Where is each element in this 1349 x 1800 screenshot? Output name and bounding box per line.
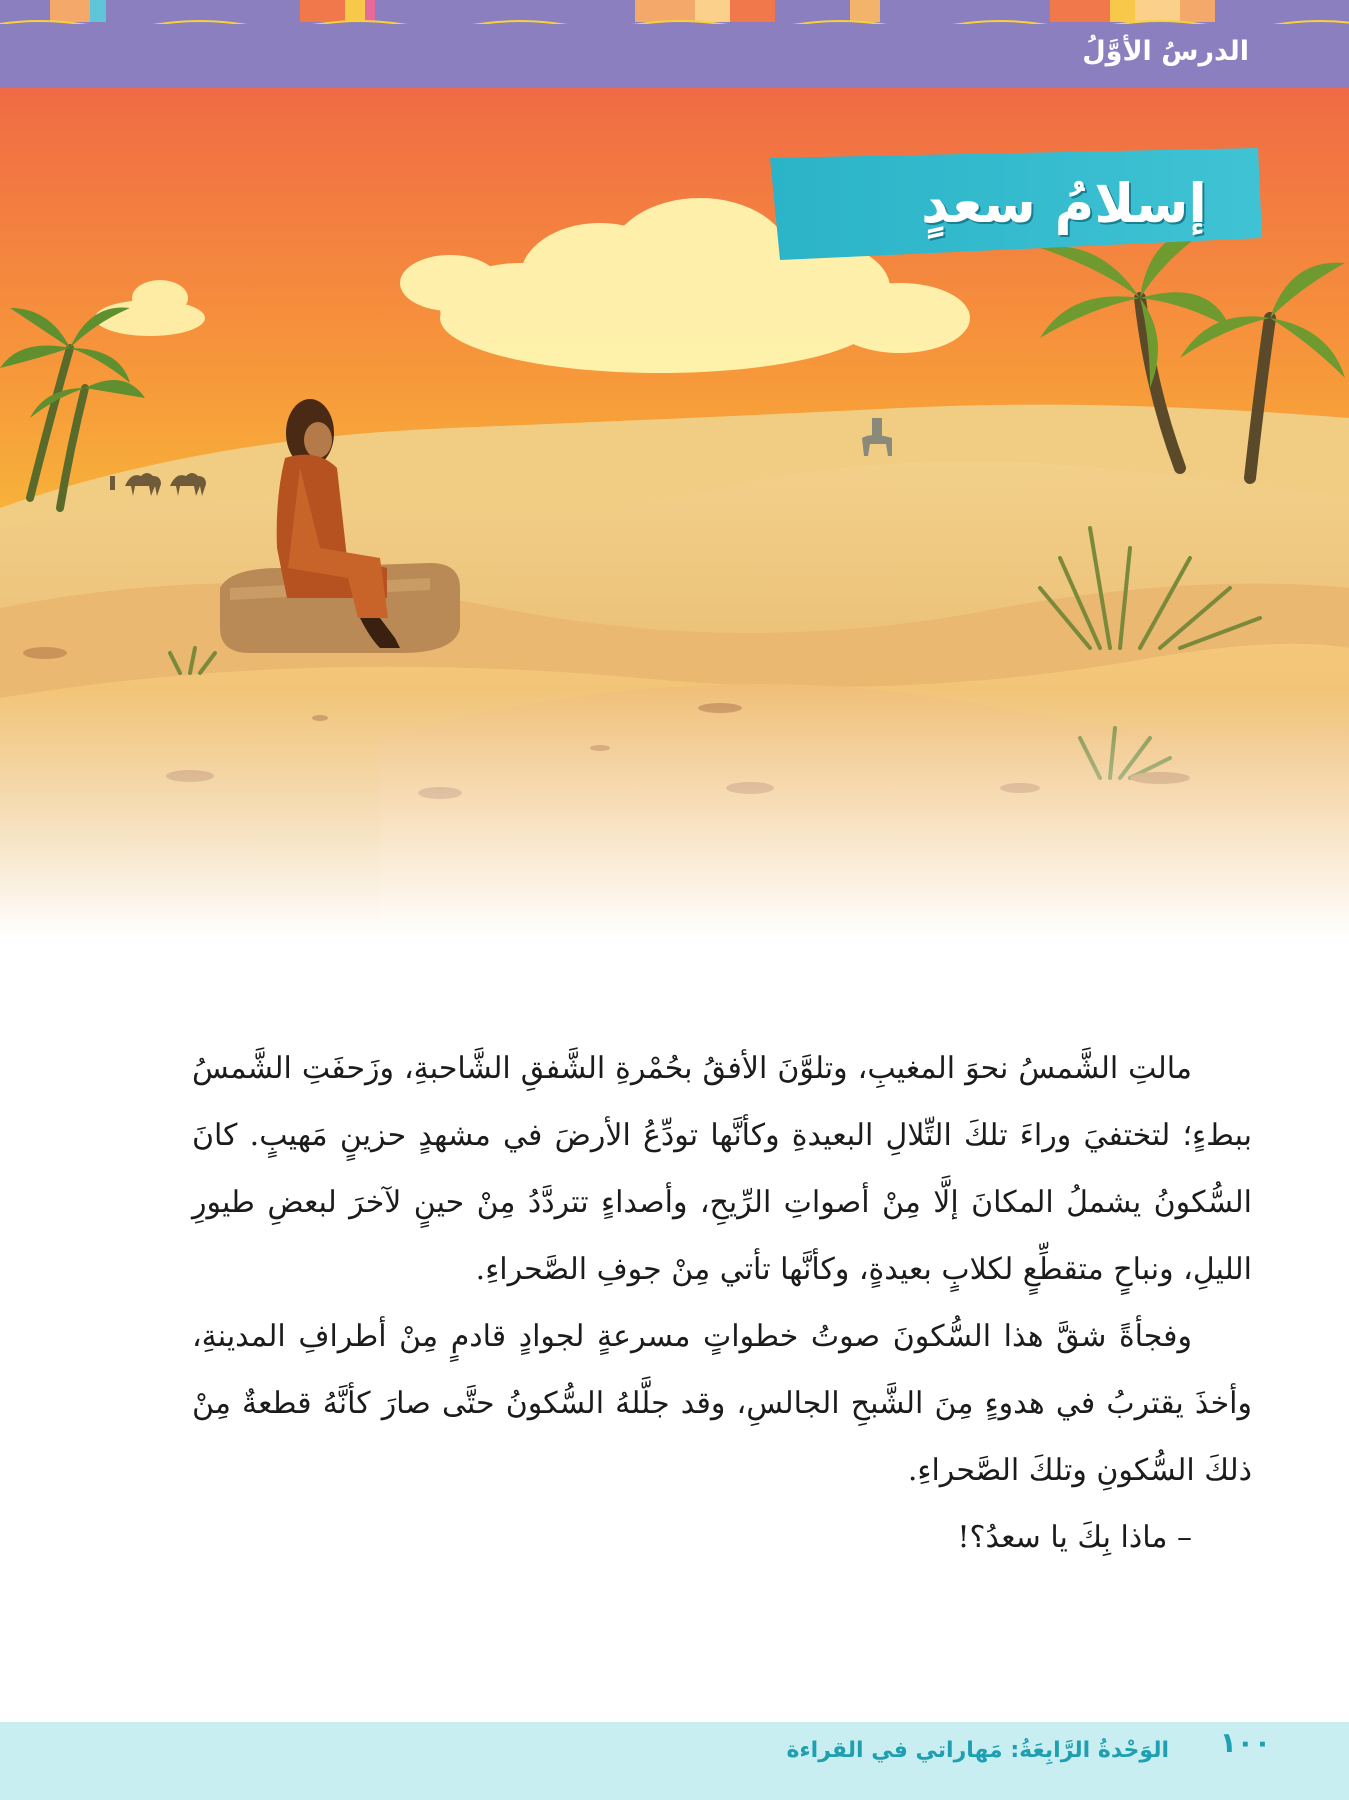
paragraph-2: وفجأةً شقَّ هذا السُّكونَ صوتُ خطواتٍ مسرعةٍ لجوادٍ قادمٍ مِنْ أطرافِ المدينةِ، وأخذَ يقتربُ في هدوءٍ مِنَ الشَّبحِ الجالسِ، وقد جلَّلهُ السُّكونُ حتَّى صارَ كأنَّهُ قطعةٌ مِنْ ذلكَ السُّكونِ وتلكَ الصَّحراءِ. xyxy=(192,1319,1252,1488)
unit-topic: مَهاراتي في القراءة xyxy=(786,1738,1003,1763)
lesson-title: إسلامُ سعدٍ xyxy=(921,172,1207,235)
page-number: ١٠٠ xyxy=(1219,1726,1271,1759)
unit-title xyxy=(786,1738,1169,1763)
unit-label: الوَحْدةُ الرَّابِعَةُ xyxy=(1019,1738,1169,1763)
dialogue-line: – ماذا بِكَ يا سعدُ؟! xyxy=(957,1520,1192,1555)
lesson-article xyxy=(192,1035,1252,1571)
paragraph-1: مالتِ الشَّمسُ نحوَ المغيبِ، وتلوَّنَ الأفقُ بحُمْرةِ الشَّفقِ الشَّاحبةِ، وزَحفَتِ الشَّمسُ ببطءٍ؛ لتختفيَ وراءَ تلكَ التِّلالِ البعيدةِ وكأنَّها تودِّعُ الأرضَ في مشهدٍ حزينٍ مَهيبٍ. كانَ السُّكونُ يشملُ المكانَ إلَّا مِنْ أصواتِ الرِّيحِ، وأصداءٍ تتردَّدُ مِنْ حينٍ لآخرَ لبعضِ طيورِ الليلِ، ونباحٍ متقطِّعٍ لكلابٍ بعيدةٍ، وكأنَّها تأتي مِنْ جوفِ الصَّحراءِ. xyxy=(192,1051,1252,1287)
lesson-label: الدرسُ الأوَّلُ xyxy=(1082,36,1249,67)
unit-separator: : xyxy=(1010,1738,1020,1763)
